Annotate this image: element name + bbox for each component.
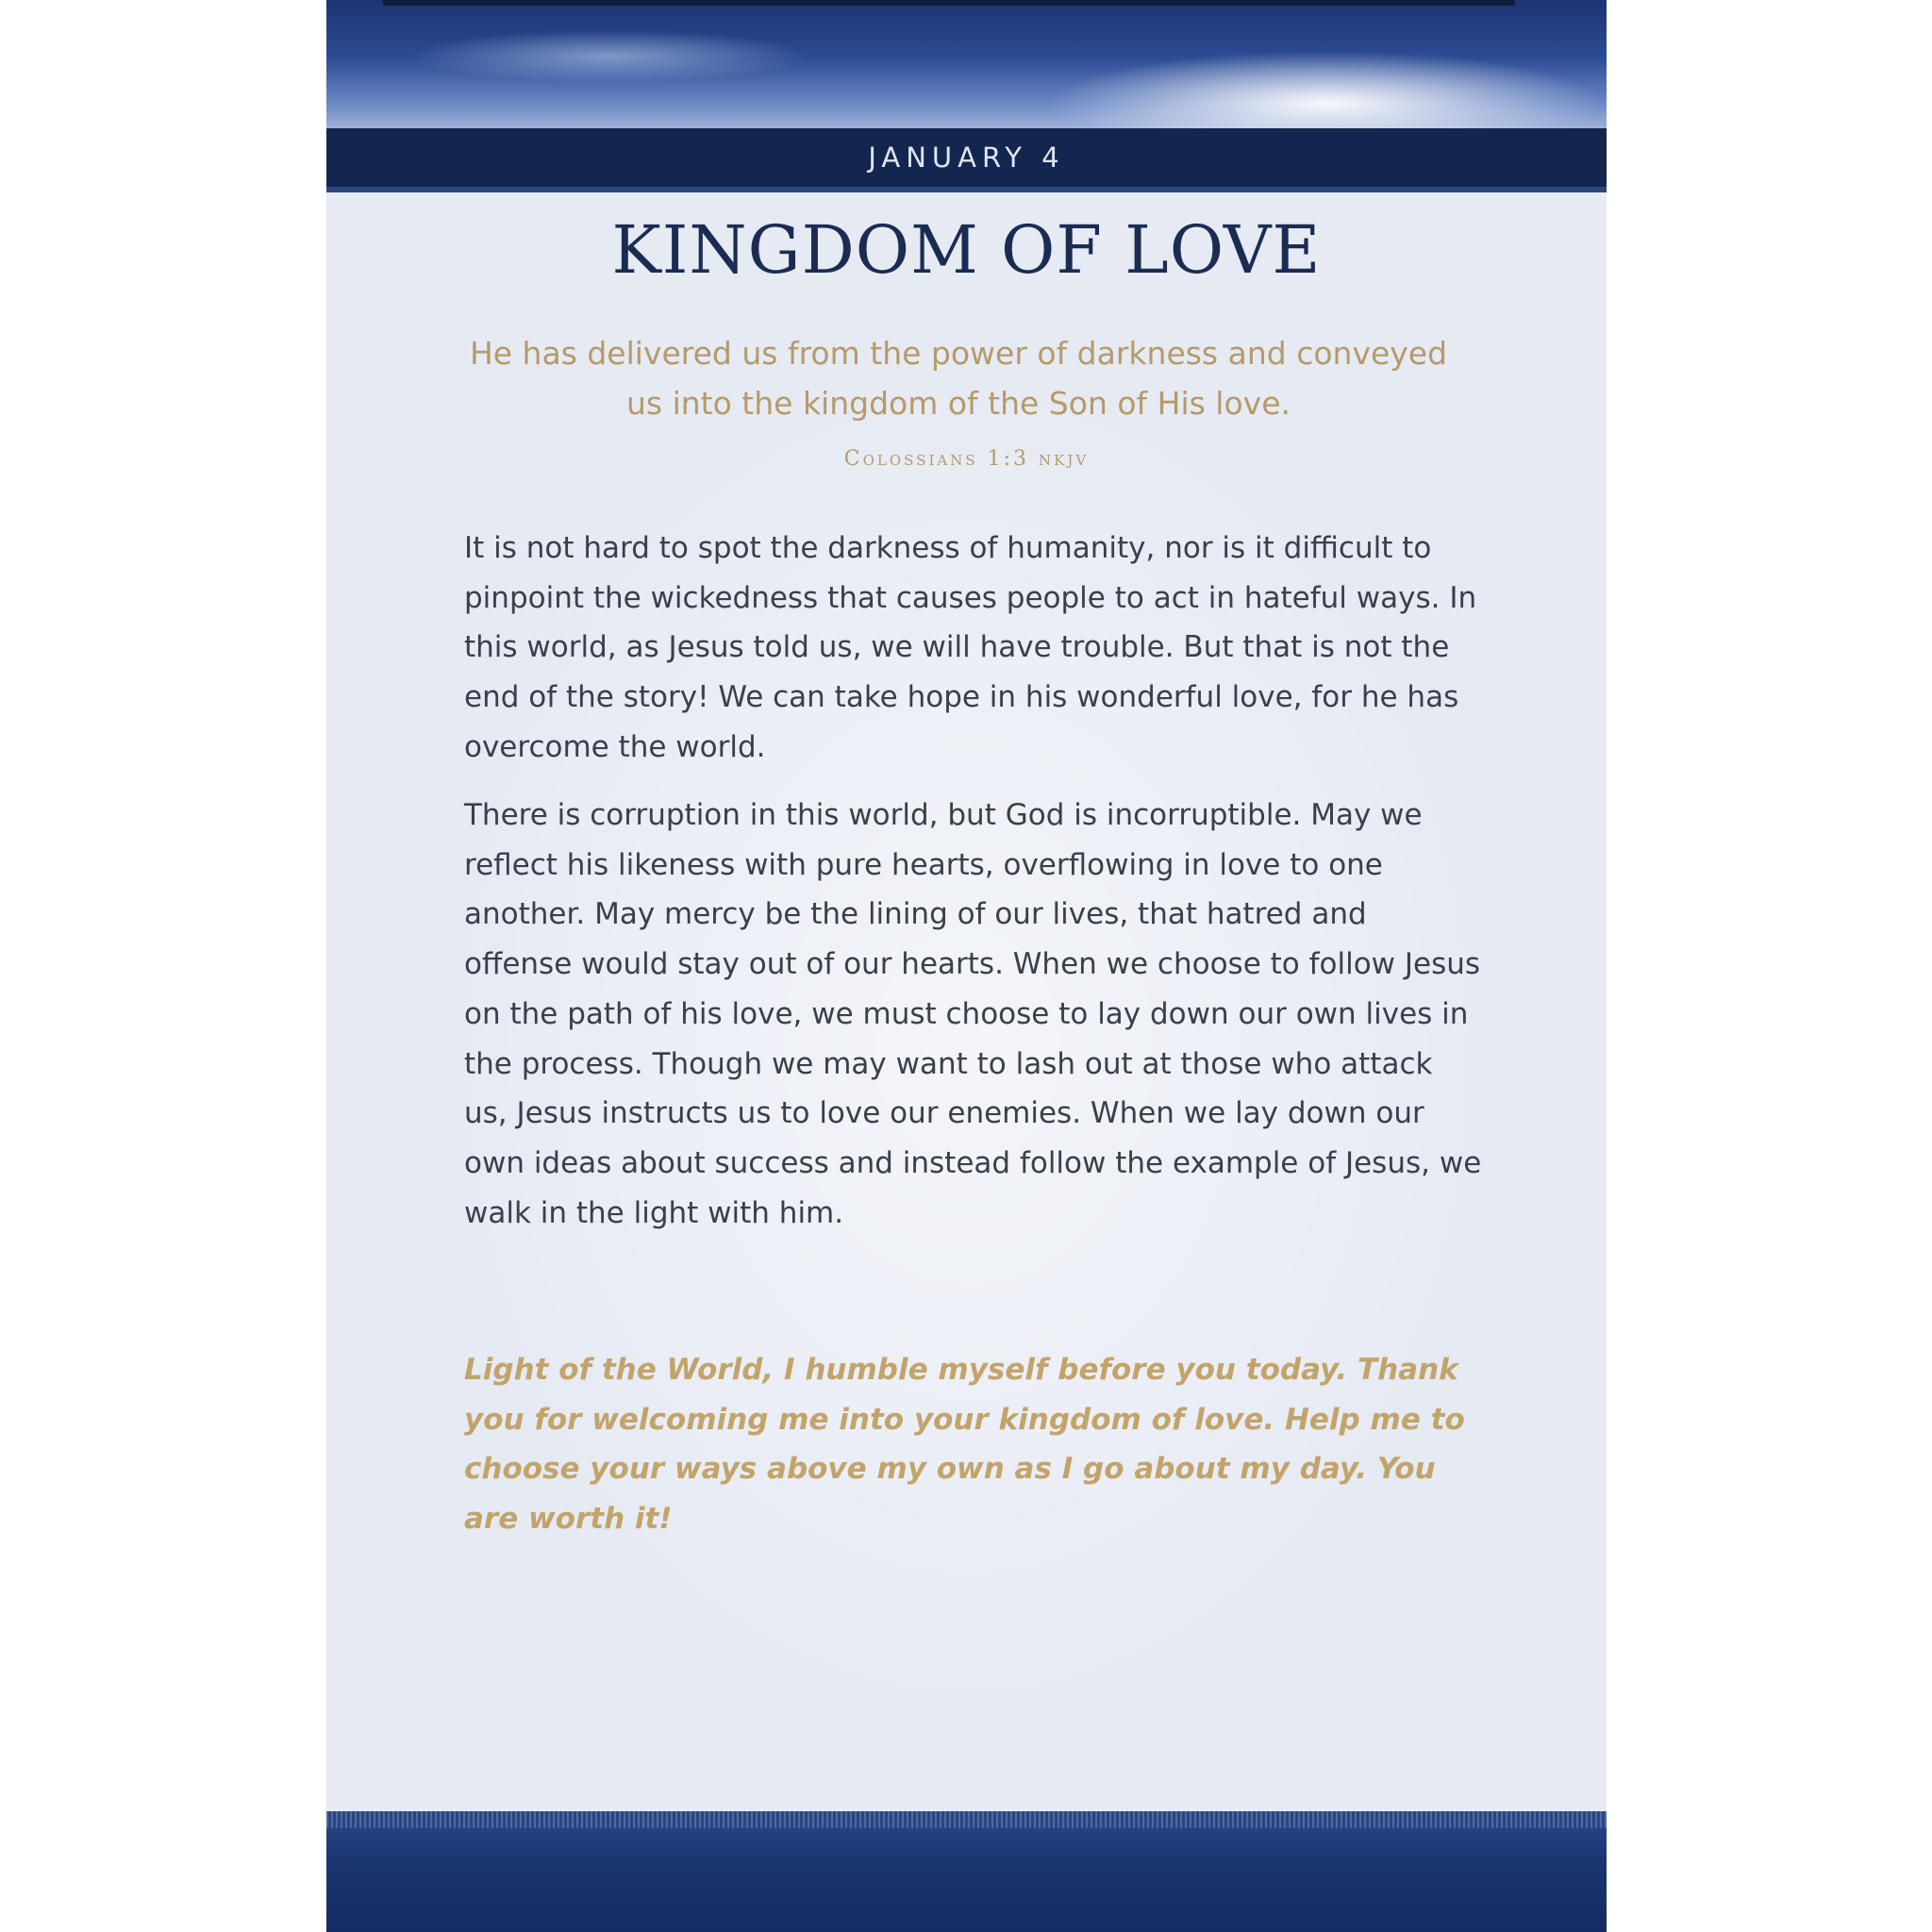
- body-paragraph-1: It is not hard to spot the darkness of humanity, nor is it difficult to pinpoint the wickedness that causes people to act in hateful ways. In this world, as Jesus told us, we will have trouble. But that is not the end of the story! We can take hope in his wonderful love, for he has overcome the world.: [464, 531, 1477, 764]
- date-band: [326, 128, 1607, 192]
- footer-band: [326, 1811, 1607, 1932]
- devotional-page: [326, 0, 1607, 1932]
- footer-stripe: [326, 1811, 1607, 1828]
- scripture-verse: He has delivered us from the power of darkness and conveyed us into the kingdom of the Son of His love.: [469, 335, 1448, 422]
- scripture-reference: Colossians 1:3 nkjv: [843, 447, 1090, 471]
- prayer-text: Light of the World, I humble myself before you today. Thank you for welcoming me into your kingdom of love. Help me to choose your ways above my own as I go about my day. You are worth it!: [464, 1353, 1465, 1537]
- page-title: KINGDOM OF LOVE: [611, 211, 1322, 289]
- top-edge-border: [383, 0, 1515, 6]
- sky-header-image: [326, 0, 1607, 128]
- date-label: JANUARY 4: [868, 142, 1065, 174]
- body-paragraph-2: There is corruption in this world, but God is incorruptible. May we reflect his likeness with pure hearts, overflowing in love to one another. May mercy be the lining of our lives, that hatred and offense would stay out of our hearts. When we choose to follow Jesus on the path of his love, we must choose to lay down our own lives in the process. Though we may want to lash out at those who attack us, Jesus instructs us to love our enemies. When we lay down our own ideas about success and instead follow the example of Jesus, we walk in the light with him.: [464, 798, 1482, 1230]
